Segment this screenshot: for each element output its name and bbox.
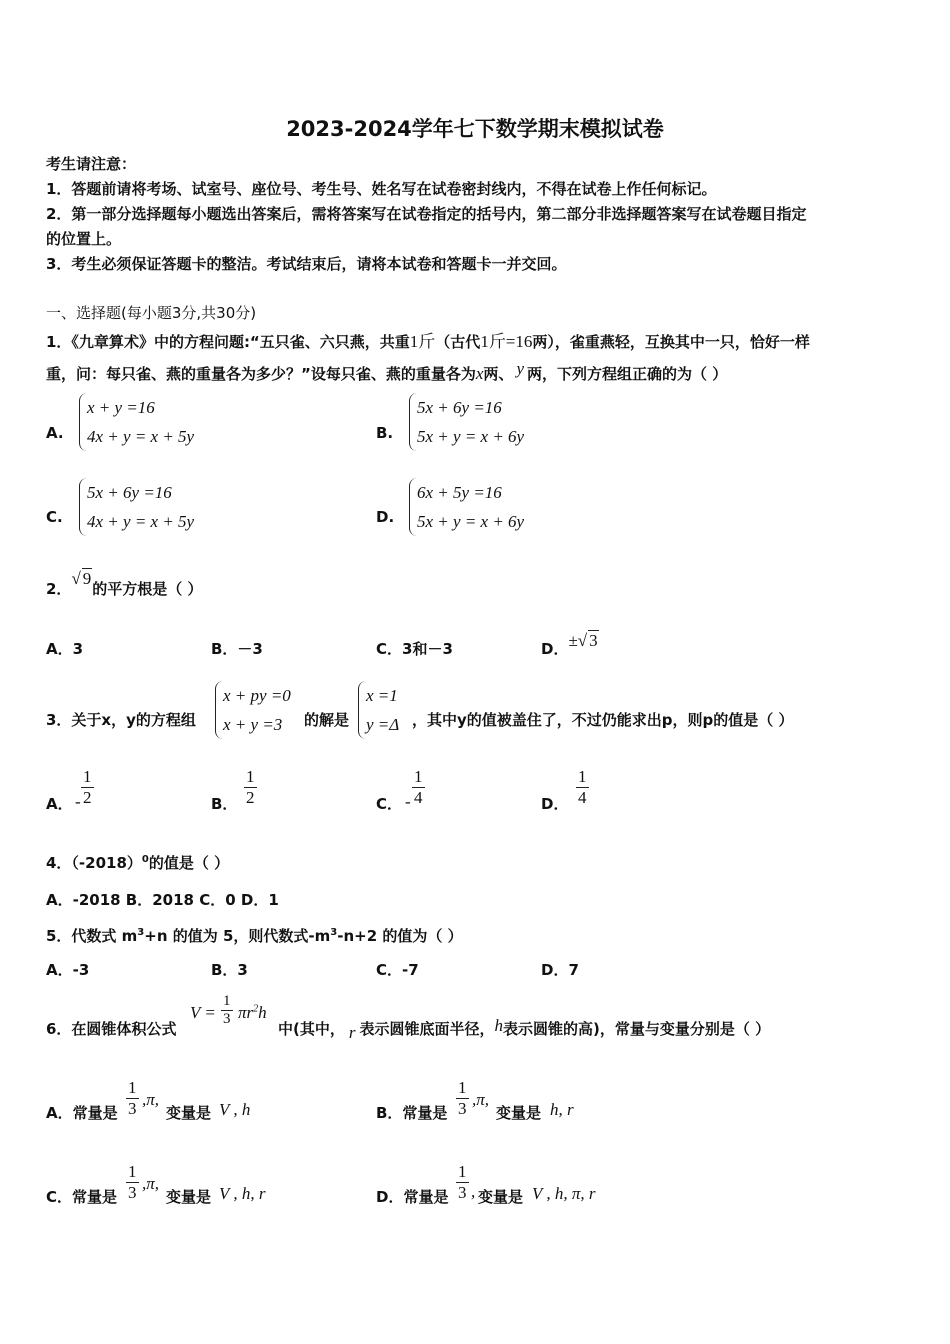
q6-formula-rhs: $\pi r^2h$ (238, 1003, 267, 1022)
q6-formula-lhs: V = (190, 1003, 216, 1022)
page-title: 2023-2024学年七下数学期末模拟试卷 (286, 117, 664, 141)
q6-option-c-mid: 变量是 (166, 1188, 212, 1206)
section-heading: 一、选择题(每小题3分,共30分) (46, 304, 257, 322)
q6-option-b-consts: ,π, (472, 1090, 490, 1109)
q5-option-d[interactable]: D．7 (541, 961, 579, 979)
q1-stem-line1: 1．《九章算术》中的方程问题:“五只雀、六只燕，共重1斤（古代1斤=16两），雀重燕轻，互换其中一只，恰好一样 (46, 332, 810, 351)
q6-option-a-consts: ,π, (142, 1090, 160, 1109)
q1-option-b-label[interactable]: B. (376, 424, 394, 442)
q2-option-b[interactable]: B．－3 (211, 640, 263, 658)
q6-option-a-mid: 变量是 (166, 1104, 212, 1122)
q1-option-a-system: x + y =16 4x + y = x + 5y (79, 393, 194, 451)
q3-option-c-fraction: $\frac{1}{4}$ (414, 767, 423, 807)
q6-option-b-mid: 变量是 (496, 1104, 542, 1122)
q3-option-a-sign: - (75, 792, 81, 811)
q3-option-b-label[interactable]: B． (211, 795, 238, 813)
q3-system-2: x =1 y =Δ (358, 681, 399, 739)
notice-heading: 考生请注意： (46, 155, 137, 173)
q2-option-d[interactable]: D．±√ 3 (541, 631, 598, 658)
notice-line-1: 1．答题前请将考场、试室号、座位号、考生号、姓名写在试卷密封线内，不得在试卷上作任何标记。 (46, 180, 717, 198)
q6-option-c-consts: ,π, (142, 1174, 160, 1193)
q6-option-b-vars: h, r (550, 1100, 574, 1119)
q1-option-b-system: 5x + 6y =16 5x + y = x + 6y (409, 393, 524, 451)
q1-option-d-system: 6x + 5y =16 5x + y = x + 6y (409, 478, 524, 536)
q3-option-d-fraction: $\frac{1}{4}$ (578, 767, 587, 807)
q3-option-c-sign: - (405, 792, 411, 811)
q3-stem-b: 的解是 (304, 711, 350, 729)
q3-system-1: x + py =0 x + y =3 (215, 681, 291, 739)
q1-option-c-label[interactable]: C. (46, 508, 63, 526)
q6-option-d-fraction: $\frac{1}{3}$ (458, 1162, 467, 1202)
q6-option-b-label[interactable]: B．常量是 (376, 1104, 448, 1122)
q6-stem-a: 6．在圆锥体积公式 (46, 1020, 177, 1038)
q1-option-a-label[interactable]: A. (46, 424, 64, 442)
q2-option-a[interactable]: A．3 (46, 640, 84, 658)
q3-option-a-fraction: $\frac{1}{2}$ (83, 767, 92, 807)
q6-option-c-fraction: $\frac{1}{3}$ (128, 1162, 137, 1202)
q6-option-a-vars: V , h (219, 1100, 251, 1119)
q1-option-d-label[interactable]: D. (376, 508, 395, 526)
notice-line-2: 2．第一部分选择题每小题选出答案后，需将答案写在试卷指定的括号内，第二部分非选择题答案写在试卷题目指定 (46, 205, 807, 223)
q5-option-a[interactable]: A．-3 (46, 961, 90, 979)
q6-option-d-consts: , (471, 1182, 476, 1201)
q1-stem-line2: 重，问：每只雀、燕的重量各为多少？”设每只雀、燕的重量各为x两、 y 两，下列方程组正确的为（ ） (46, 359, 728, 383)
q3-stem-a: 3．关于x，y的方程组 (46, 711, 196, 729)
q2-option-c[interactable]: C．3和－3 (376, 640, 453, 658)
q6-option-c-label[interactable]: C．常量是 (46, 1188, 118, 1206)
q5-option-b[interactable]: B．3 (211, 961, 248, 979)
q5-stem: 5．代数式 $m^3+n$ 的值为 5，则代数式$-m^3-n+2$ 的值为（ ） (46, 927, 463, 945)
q4-stem: 4．$(-2018)^0$的值是（ ） (46, 854, 230, 872)
q4-options[interactable]: A．-2018 B．2018 C．0 D．1 (46, 891, 279, 909)
notice-line-3: 的位置上。 (46, 230, 122, 248)
q6-option-b-fraction: $\frac{1}{3}$ (458, 1078, 467, 1118)
notice-line-4: 3．考生必须保证答题卡的整洁。考试结束后，请将本试卷和答题卡一并交回。 (46, 255, 567, 273)
q3-option-c-label[interactable]: C． (376, 795, 403, 813)
q3-option-d-label[interactable]: D． (541, 795, 569, 813)
q3-stem-c: ，其中y的值被盖住了，不过仍能求出p，则p的值是（ ） (412, 711, 794, 729)
q5-option-c[interactable]: C．-7 (376, 961, 419, 979)
q6-stem-b: 中(其中， r 表示圆锥底面半径，h表示圆锥的高)，常量与变量分别是（ ） (278, 1016, 771, 1042)
q6-option-d-mid: 变量是 (478, 1188, 524, 1206)
q6-option-a-label[interactable]: A．常量是 (46, 1104, 118, 1122)
q6-formula-fraction: $\frac{1}{3}$ (223, 993, 231, 1027)
q3-option-a-label[interactable]: A． (46, 795, 73, 813)
q6-option-d-label[interactable]: D．常量是 (376, 1188, 449, 1206)
q1-option-c-system: 5x + 6y =16 4x + y = x + 5y (79, 478, 194, 536)
q6-option-d-vars: V , h, π, r (532, 1184, 596, 1203)
q2-stem: 2．√ 9的平方根是（ ） (46, 569, 203, 598)
q6-option-c-vars: V , h, r (219, 1184, 266, 1203)
q6-option-a-fraction: $\frac{1}{3}$ (128, 1078, 137, 1118)
q3-option-b-fraction: $\frac{1}{2}$ (246, 767, 255, 807)
